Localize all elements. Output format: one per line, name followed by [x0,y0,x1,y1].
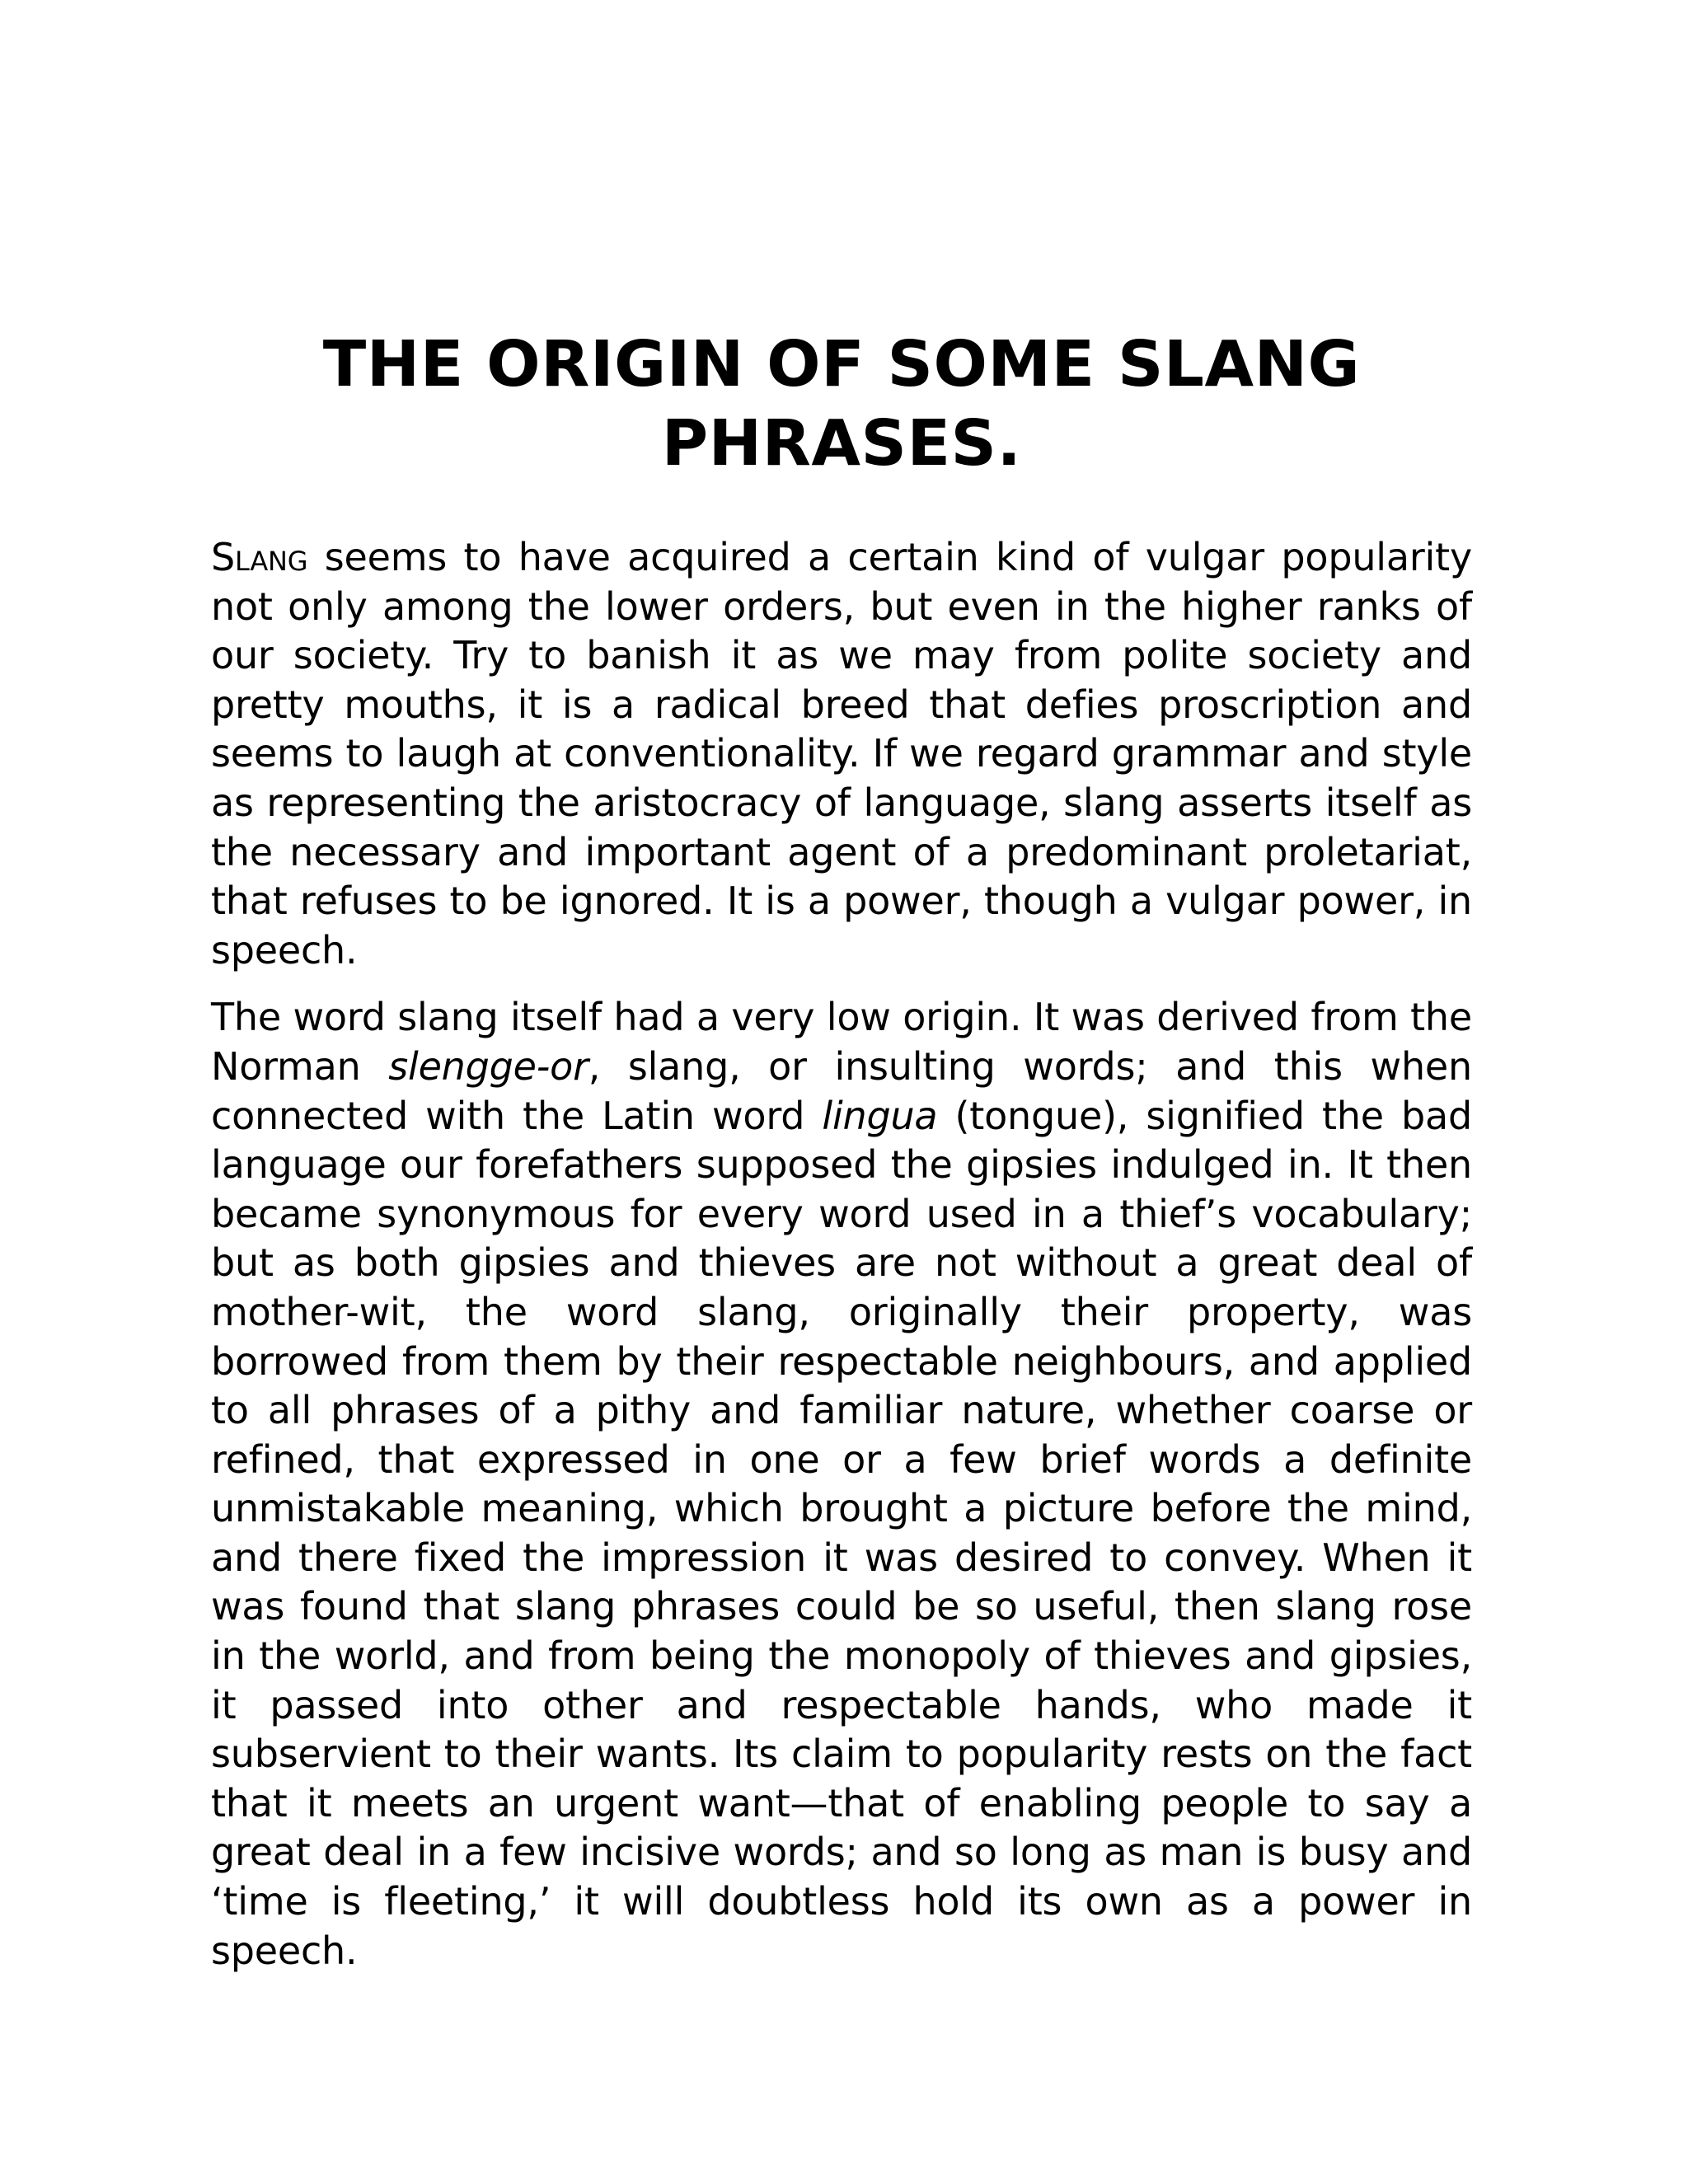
document-page [211,326,1472,1994]
page-title [211,326,1472,484]
paragraph-2-italic-term-2: lingua [822,1093,938,1138]
paragraph-1 [211,533,1472,975]
paragraph-1-text: seems to have acquired a certain kind of vulgar popularity not only among the lower orders, but even in the higher ranks of our society. Try to banish it as we may from polite society and pretty mouths, it is a radical breed that defies proscription and seems to laugh at conventionality. If we regard grammar and style as representing the aristocracy of language, slang asserts itself as the necessary and important agent of a predominant proletariat, that refuses to be ignored. It is a power, though a vulgar power, in speech. [211,535,1472,972]
paragraph-2-text-1: The word slang itself had a very low origin. It was derived from the Norman [211,995,1472,1089]
paragraph-1-lead-word: Slang [211,535,308,579]
article-body [211,533,1472,1975]
title-line-1: THE ORIGIN OF SOME SLANG [322,328,1361,401]
paragraph-2-text-3: (tongue), signified the bad language our forefathers supposed the gipsies indulged in. It then became synonymous for every word used in a thief’s vocabulary; but as both gipsies and thieves are not without a great deal of mother-wit, the word slang, originally their property, was borrowed from them by their respectable neighbours, and applied to all phrases of a pithy and familiar nature, whether coarse or refined, that expressed in one or a few brief words a definite unmistakable meaning, which brought a picture before the mind, and there fixed the impression it was desired to convey. When it was found that slang phrases could be so useful, then slang rose in the world, and from being the monopoly of thieves and gipsies, it passed into other and respectable hands, who made it subservient to their wants. Its claim to popularity rests on the fact that it meets an urgent want—that of enabling people to say a great deal in a few incisive words; and so long as man is busy and ‘time is fleeting,’ it will doubtless hold its own as a power in speech. [211,1093,1472,1973]
paragraph-2-text-2: , slang, or insulting words; and this when connected with the Latin word [211,1043,1472,1138]
paragraph-2-italic-term-1: slengge-or [388,1043,588,1089]
title-line-2: PHRASES. [661,407,1022,480]
paragraph-2 [211,993,1472,1975]
